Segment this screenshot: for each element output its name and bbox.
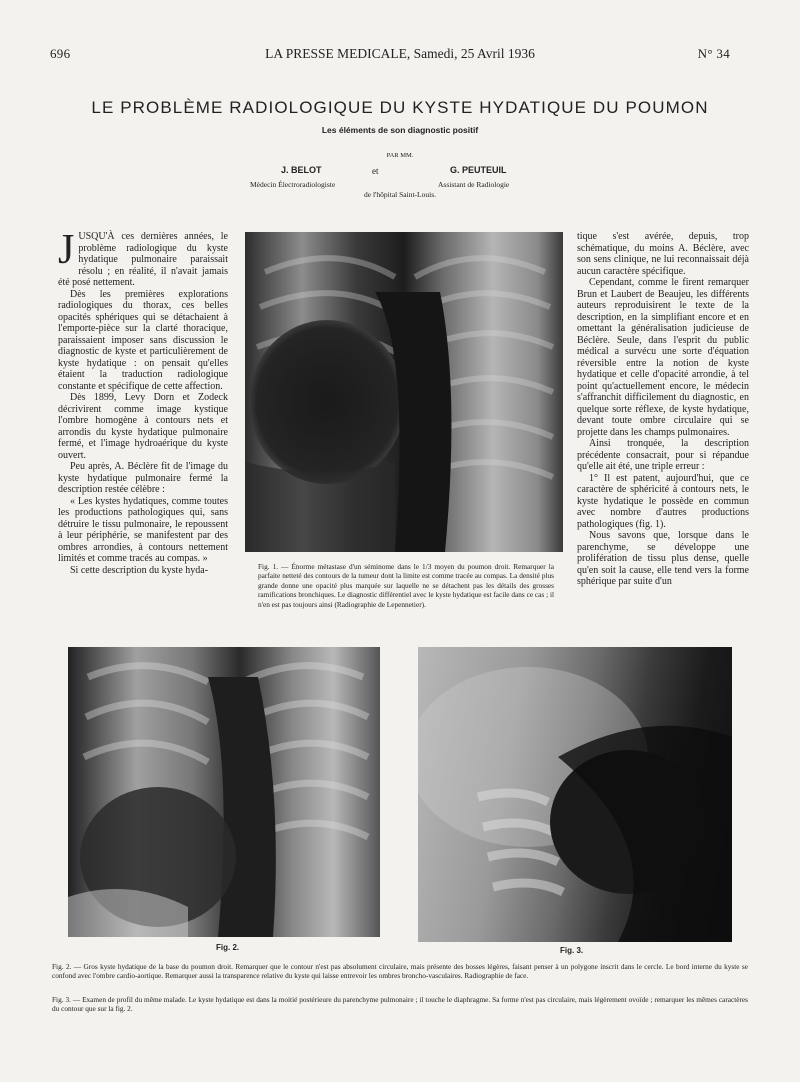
paragraph: Nous savons que, lorsque dans le parenchyme, se développe une prolifération de tissu plus dense, quelle qu'en soit la cause, elle tend vers la forme sphérique par suite d'un <box>577 530 749 587</box>
affiliation-hospital: de l'hôpital Saint-Louis. <box>364 190 436 199</box>
paragraph: Dès les premières explorations radiologiques du thorax, ces belles opacités sphériques qui se détachaient à l'emporte-pièce sur la clarté thoracique, paraissaient imposer sans discussion le diagnostic de kyste et particulièrement de kyste hydatique : on pensait qu'elles étaient la traduction radiologique constante et spécifique de cette affection. <box>58 288 228 392</box>
page-number: 696 <box>50 46 71 61</box>
paragraph: Peu après, A. Béclère fit de l'image du kyste hydatique pulmonaire fermé la description restée célèbre : <box>58 461 228 495</box>
figure-2-xray-illustration <box>68 647 380 937</box>
quotation-paragraph: « Les kystes hydatiques, comme toutes les productions pathologiques qui, sans détruire le tissu pulmonaire, le repoussent à leur périphérie, se manifestent par des ombres arrondies, à contours nettement limités et comme tracés au compas. » <box>58 495 228 564</box>
left-text-column <box>58 227 228 576</box>
byline-intro: PAR MM. <box>386 152 414 159</box>
paragraph: Dès 1899, Levy Dorn et Zodeck décrivirent comme image kystique l'ombre homogène à contours nets et arrondis du kyste hydatique pulmonaire fermé, et l'image hydroaérique du kyste ouvert. <box>58 392 228 461</box>
figure-2-label: Fig. 2. <box>216 943 240 952</box>
figure-1-chest-radiograph <box>245 232 563 552</box>
paragraph: Cependant, comme le firent remarquer Brun et Laubert de Beaujeu, les différents auteurs reproduisirent le texte de la description, en la simplifiant encore et en omettant la généralisation judicieuse de Béclère. Seule, dans l'esprit du public médical a survécu une sorte d'équation réversible entre la notion de kyste hydatique et celle d'opacité arrondie, à tel point qu'actuellement encore, le médecin s'affranchit difficilement du diagnostic, en quelque sorte réflexe, de kyste hydatique, devant toute ombre circulaire qui se projette dans les champs pulmonaires. <box>577 277 749 438</box>
issue-number: N° 34 <box>697 46 730 61</box>
figure-1-caption: Fig. 1. — Énorme métastase d'un séminome dans le 1/3 moyen du poumon droit. Remarquer la parfaite netteté des contours de la tumeur dont la limite est comme tracée au compas. La densité plus grande donne une opacité plus marquée sur laquelle ne se détachent pas les détails des grosses ramifications bronchiques. Le diagnostic différentiel avec le kyste hydatique est facile dans ce cas ; il n'en est pas toujours ainsi (Radiographie de Lepennetier). <box>258 562 554 609</box>
figure-3-xray-illustration <box>418 647 732 942</box>
figure-3-chest-radiograph-profile <box>418 647 732 942</box>
author-belot: J. BELOT <box>281 165 322 175</box>
figure-3-label: Fig. 3. <box>560 946 584 955</box>
article-title: LE PROBLÈME RADIOLOGIQUE DU KYSTE HYDATIQUE DU POUMON <box>91 98 709 117</box>
paragraph: USQU'À ces dernières années, le problème radiologique du kyste hydatique pulmonaire paraissait résolu ; en réalité, il n'avait jamais été posé nettement. <box>58 231 228 288</box>
affiliation-peuteuil: Assistant de Radiologie <box>438 180 510 189</box>
author-peuteuil: G. PEUTEUIL <box>450 165 507 175</box>
figure-2-chest-radiograph-frontal <box>68 647 380 937</box>
figure-2-caption: Fig. 2. — Gros kyste hydatique de la base du poumon droit. Remarquer que le contour n'est pas absolument circulaire, mais présente des bosses légères, faisant penser à un polygone inscrit dans le cercle. Le bord interne du kyste se confond avec l'ombre cardio-aortique. Remarquer aussi la transparence relative du kyste qui laisse entrevoir les ombres broncho-vasculaires. Radiographie de face. <box>52 962 748 981</box>
journal-running-title: LA PRESSE MEDICALE, Samedi, 25 Avril 1936 <box>265 46 535 61</box>
drop-cap: J <box>58 227 75 273</box>
figure-3-caption: Fig. 3. — Examen de profil du même malade. Le kyste hydatique est dans la moitié postérieure du parenchyme pulmonaire ; il touche le diaphragme. Sa forme n'est pas circulaire, mais légèrement ovoïde ; remarquer les mêmes caractères du contour que sur la fig. 2. <box>52 995 748 1014</box>
author-conjunction: et <box>372 166 379 176</box>
paragraph: 1° Il est patent, aujourd'hui, que ce caractère de sphéricité à contours nets, le kyste hydatique le possède en commun avec nombre d'autres productions pathologiques (fig. 1). <box>577 472 749 530</box>
article-subtitle: Les éléments de son diagnostic positif <box>321 125 479 135</box>
right-text-column <box>577 231 749 588</box>
paragraph: tique s'est avérée, depuis, trop schématique, du moins A. Béclère, avec son sens clinique, ne lui reconnaissait déjà aucun caractère spécifique. <box>577 231 749 277</box>
figure-1-xray-illustration <box>245 232 563 552</box>
paragraph: Si cette description du kyste hyda- <box>70 564 209 576</box>
affiliation-belot: Médecin Électroradiologiste <box>250 180 336 189</box>
paragraph: Ainsi tronquée, la description précédente consacrait, pour si répandue qu'elle ait été, une triple erreur : <box>577 438 749 472</box>
